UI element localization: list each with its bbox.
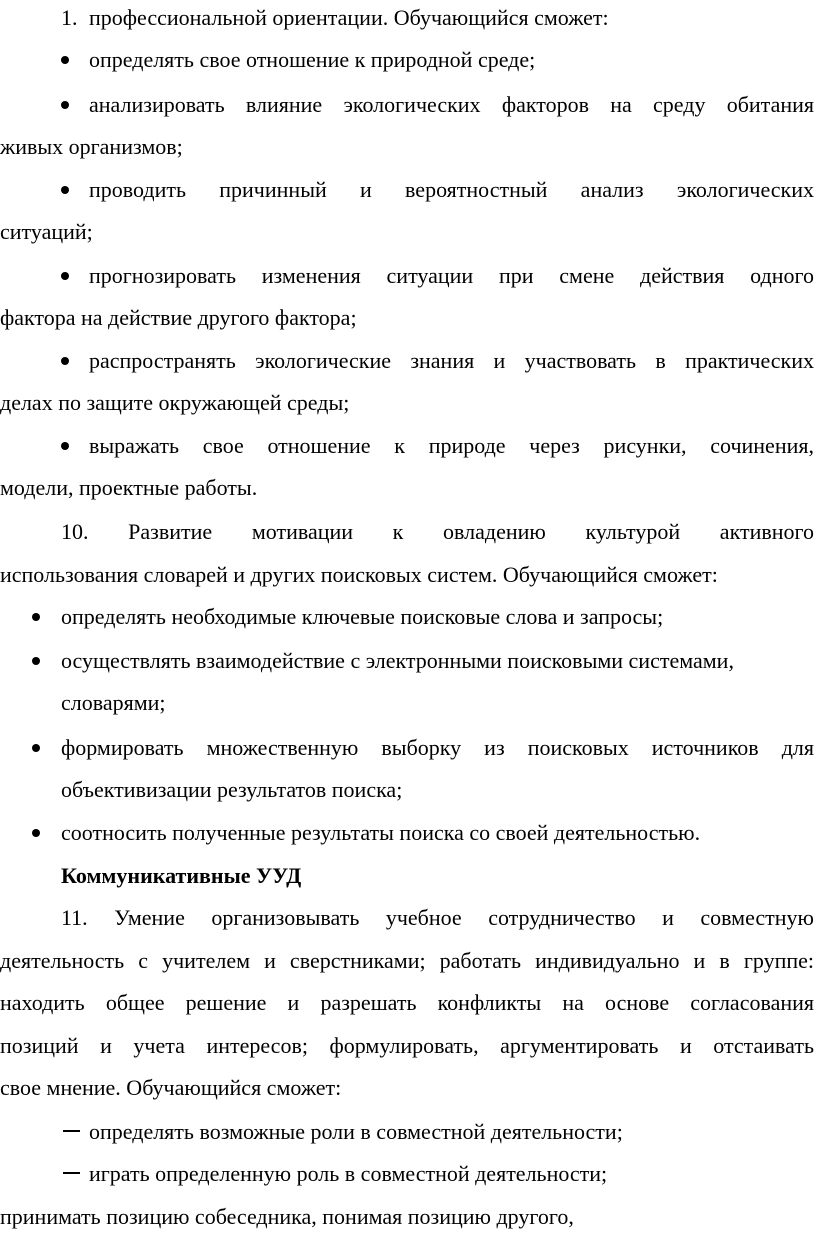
paragraph-text: деятельность с учителем и сверстниками; работать индивидуально и в группе: bbox=[0, 948, 814, 973]
paragraph-text: свое мнение. Обучающийся сможет: bbox=[0, 1075, 342, 1100]
list-item: проводить причинный и вероятностный анализ экологических bbox=[89, 177, 814, 202]
list-item: прогнозировать изменения ситуации при смене действия одного bbox=[89, 263, 814, 288]
list-item: определять возможные роли в совместной деятельности; bbox=[89, 1119, 623, 1144]
list-item: осуществлять взаимодействие с электронными поисковыми системами, bbox=[61, 648, 734, 673]
dash-icon bbox=[63, 1172, 80, 1174]
bullet-icon bbox=[32, 613, 40, 621]
list-item-continuation: фактора на действие другого фактора; bbox=[0, 305, 357, 330]
list-item-continuation: словарями; bbox=[61, 690, 166, 715]
bullet-icon bbox=[61, 56, 69, 64]
paragraph-text: профессиональной ориентации. Обучающийся сможет: bbox=[89, 5, 609, 30]
list-item: соотносить полученные результаты поиска со своей деятельностью. bbox=[61, 820, 701, 845]
paragraph-text: принимать позицию собеседника, понимая позицию другого, bbox=[0, 1204, 574, 1229]
item-number: 1. bbox=[61, 5, 78, 30]
bullet-icon bbox=[32, 657, 40, 665]
list-item-continuation: ситуаций; bbox=[0, 219, 93, 244]
list-item: играть определенную роль в совместной деятельности; bbox=[89, 1161, 608, 1186]
list-item: распространять экологические знания и участвовать в практических bbox=[89, 348, 814, 373]
bullet-icon bbox=[61, 357, 69, 365]
bullet-icon bbox=[61, 442, 69, 450]
dash-icon bbox=[63, 1130, 80, 1132]
paragraph-text: находить общее решение и разрешать конфликты на основе согласования bbox=[0, 990, 814, 1015]
bullet-icon bbox=[61, 272, 69, 280]
paragraph-text: 10. Развитие мотивации к овладению культурой активного bbox=[61, 519, 814, 544]
paragraph-text: позиций и учета интересов; формулировать, аргументировать и отстаивать bbox=[0, 1033, 814, 1058]
bullet-icon bbox=[61, 101, 69, 109]
list-item-continuation: модели, проектные работы. bbox=[0, 475, 258, 500]
list-item-continuation: делах по защите окружающей среды; bbox=[0, 390, 350, 415]
list-item: определять свое отношение к природной среде; bbox=[89, 47, 536, 72]
bullet-icon bbox=[32, 744, 40, 752]
bullet-icon bbox=[32, 829, 40, 837]
section-heading: Коммуникативные УУД bbox=[61, 863, 302, 888]
bullet-icon bbox=[61, 186, 69, 194]
paragraph-text: использования словарей и других поисковых систем. Обучающийся сможет: bbox=[0, 562, 718, 587]
list-item-continuation: живых организмов; bbox=[0, 134, 183, 159]
list-item-continuation: объективизации результатов поиска; bbox=[61, 777, 403, 802]
list-item: выражать свое отношение к природе через рисунки, сочинения, bbox=[89, 433, 814, 458]
list-item: формировать множественную выборку из поисковых источников для bbox=[61, 735, 814, 760]
list-item: определять необходимые ключевые поисковые слова и запросы; bbox=[61, 604, 664, 629]
paragraph-text: 11. Умение организовывать учебное сотрудничество и совместную bbox=[61, 905, 814, 930]
list-item: анализировать влияние экологических факторов на среду обитания bbox=[89, 92, 814, 117]
